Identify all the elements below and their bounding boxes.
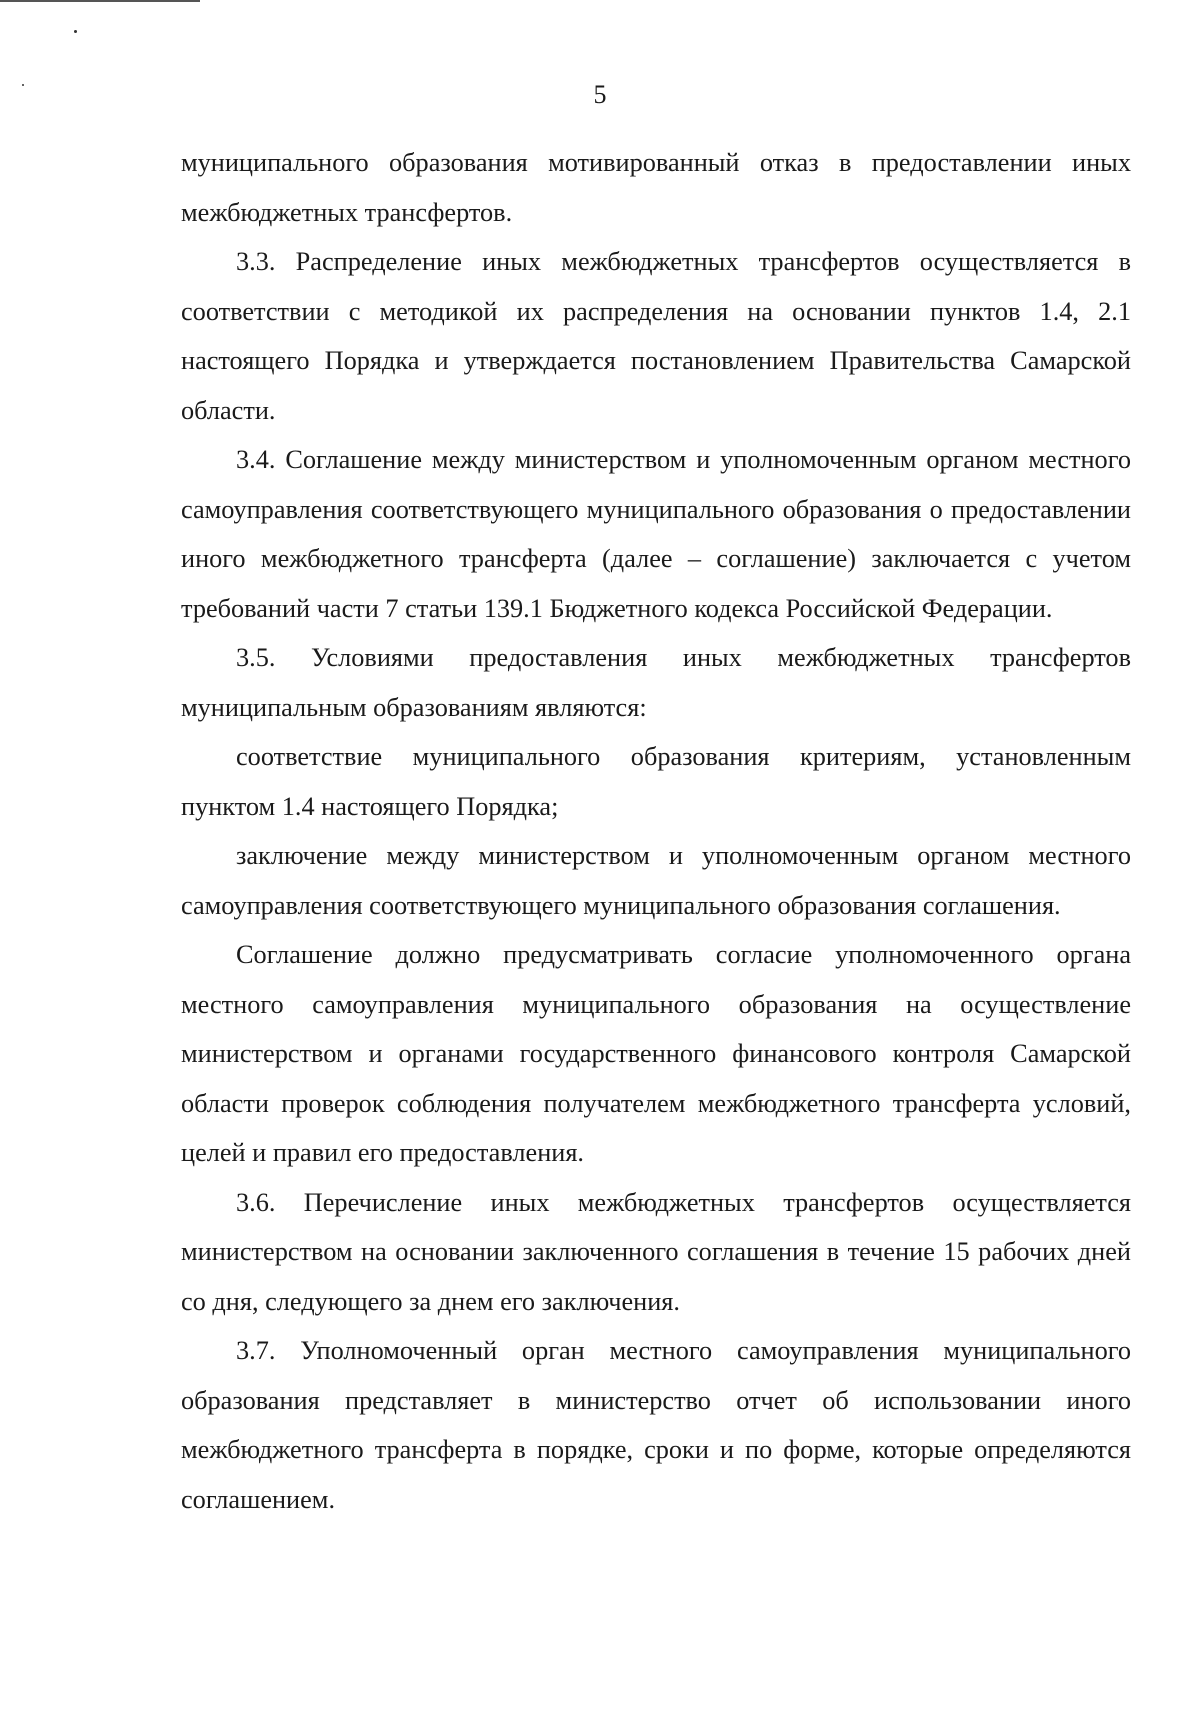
paragraph-3-7: 3.7. Уполномоченный орган местного самоуправления муниципального образования представляет в министерство отчет об использовании иного межбюджетного трансферта в порядке, сроки и по форме, которые определяются соглашением. bbox=[181, 1336, 1131, 1514]
paragraph: муниципального образования мотивированный отказ в предоставлении иных межбюджетных трансфертов. bbox=[181, 148, 1131, 227]
paragraph-3-4: 3.4. Соглашение между министерством и уполномоченным органом местного самоуправления соответствующего муниципального образования о предоставлении иного межбюджетного трансферта (далее – соглашение) заключается с учетом требований части 7 статьи 139.1 Бюджетного кодекса Российской Федерации. bbox=[181, 445, 1131, 623]
paragraph-condition-2: заключение между министерством и уполномоченным органом местного самоуправления соответствующего муниципального образования соглашения. bbox=[181, 841, 1131, 920]
document-body bbox=[181, 138, 1131, 1524]
scan-speck bbox=[74, 30, 77, 33]
paragraph-agreement: Соглашение должно предусматривать согласие уполномоченного органа местного самоуправления муниципального образования на осуществление министерством и органами государственного финансового контроля Самарской области проверок соблюдения получателем межбюджетного трансферта условий, целей и правил его предоставления. bbox=[181, 940, 1131, 1167]
paragraph-3-6: 3.6. Перечисление иных межбюджетных трансфертов осуществляется министерством на основании заключенного соглашения в течение 15 рабочих дней со дня, следующего за днем его заключения. bbox=[181, 1187, 1131, 1316]
paragraph-condition-1: соответствие муниципального образования критериям, установленным пунктом 1.4 настоящего Порядка; bbox=[181, 742, 1131, 821]
scan-edge-line bbox=[0, 0, 200, 2]
paragraph-3-5: 3.5. Условиями предоставления иных межбюджетных трансфертов муниципальным образованиям являются: bbox=[181, 643, 1131, 722]
paragraph-3-3: 3.3. Распределение иных межбюджетных трансфертов осуществляется в соответствии с методикой их распределения на основании пунктов 1.4, 2.1 настоящего Порядка и утверждается постановлением Правительства Самарской области. bbox=[181, 247, 1131, 425]
page-number: 5 bbox=[593, 80, 607, 109]
